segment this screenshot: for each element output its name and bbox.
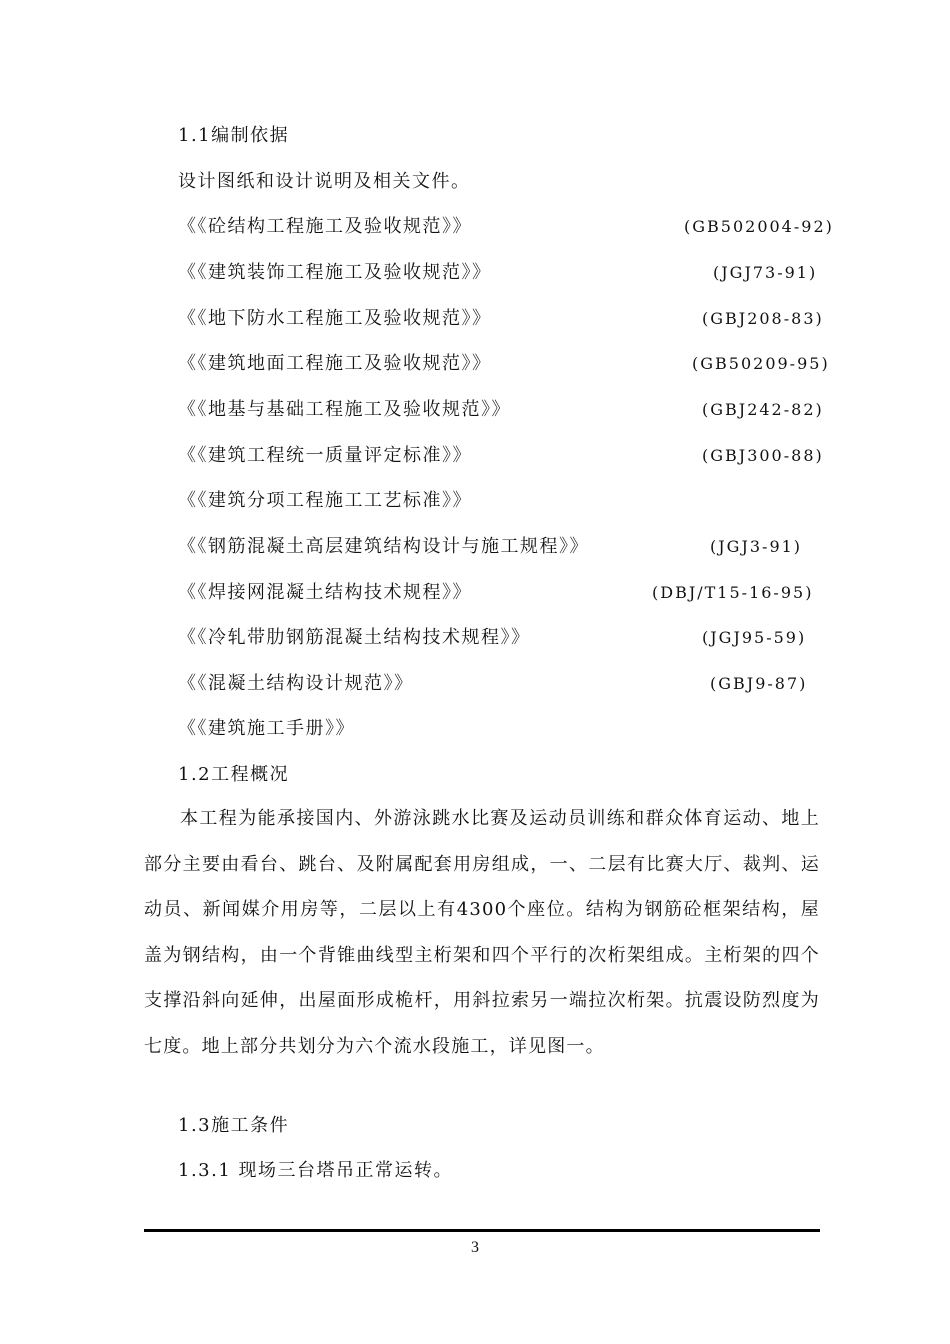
section-heading-1-2: 1.2工程概况 bbox=[178, 764, 290, 785]
standard-title: 《《建筑分项工程施工工艺标准》》 bbox=[178, 490, 472, 511]
footer-rule bbox=[144, 1229, 820, 1232]
standard-title: 《《钢筋混凝土高层建筑结构设计与施工规程》》 bbox=[178, 536, 589, 557]
intro-text: 设计图纸和设计说明及相关文件。 bbox=[178, 171, 471, 192]
standard-code: (JGJ73-91) bbox=[713, 263, 818, 282]
standard-title: 《《砼结构工程施工及验收规范》》 bbox=[178, 216, 472, 237]
standard-title: 《《建筑施工手册》》 bbox=[178, 718, 355, 739]
section-heading-1-3: 1.3施工条件 bbox=[178, 1115, 290, 1136]
standard-code: (GB50209-95) bbox=[692, 354, 830, 373]
standard-code: (GBJ208-83) bbox=[702, 309, 824, 328]
standard-title: 《《建筑装饰工程施工及验收规范》》 bbox=[178, 262, 492, 283]
page-number: 3 bbox=[471, 1239, 479, 1256]
standard-code: (JGJ3-91) bbox=[710, 537, 803, 556]
standard-title: 《《地下防水工程施工及验收规范》》 bbox=[178, 308, 492, 329]
standard-title: 《《建筑地面工程施工及验收规范》》 bbox=[178, 353, 492, 374]
standard-code: (GB502004-92) bbox=[684, 217, 834, 236]
standard-code: (GBJ9-87) bbox=[710, 674, 808, 693]
standard-title: 《《建筑工程统一质量评定标准》》 bbox=[178, 445, 472, 466]
standard-code: (GBJ300-88) bbox=[702, 446, 824, 465]
subsection-1-3-1: 1.3.1 现场三台塔吊正常运转。 bbox=[178, 1160, 454, 1181]
section-heading-1-1: 1.1编制依据 bbox=[178, 125, 290, 146]
standard-title: 《《焊接网混凝土结构技术规程》》 bbox=[178, 582, 472, 603]
standard-code: (DBJ/T15-16-95) bbox=[652, 583, 814, 602]
standard-title: 《《地基与基础工程施工及验收规范》》 bbox=[178, 399, 511, 420]
standard-code: (JGJ95-59) bbox=[702, 628, 807, 647]
standard-code: (GBJ242-82) bbox=[702, 400, 824, 419]
standard-title: 《《冷轧带肋钢筋混凝土结构技术规程》》 bbox=[178, 627, 531, 648]
standard-title: 《《混凝土结构设计规范》》 bbox=[178, 673, 414, 694]
overview-paragraph: 本工程为能承接国内、外游泳跳水比赛及运动员训练和群众体育运动、地上部分主要由看台、跳台、及附属配套用房组成，一、二层有比赛大厅、裁判、运动员、新闻媒介用房等，二层以上有4300个座位。结构为钢筋砼框架结构，屋盖为钢结构，由一个背锥曲线型主桁架和四个平行的次桁架组成。主桁架的四个支撑沿斜向延伸，出屋面形成桅杆，用斜拉索另一端拉次桁架。抗震设防烈度为七度。地上部分共划分为六个流水段施工，详见图一。 bbox=[144, 808, 820, 1057]
